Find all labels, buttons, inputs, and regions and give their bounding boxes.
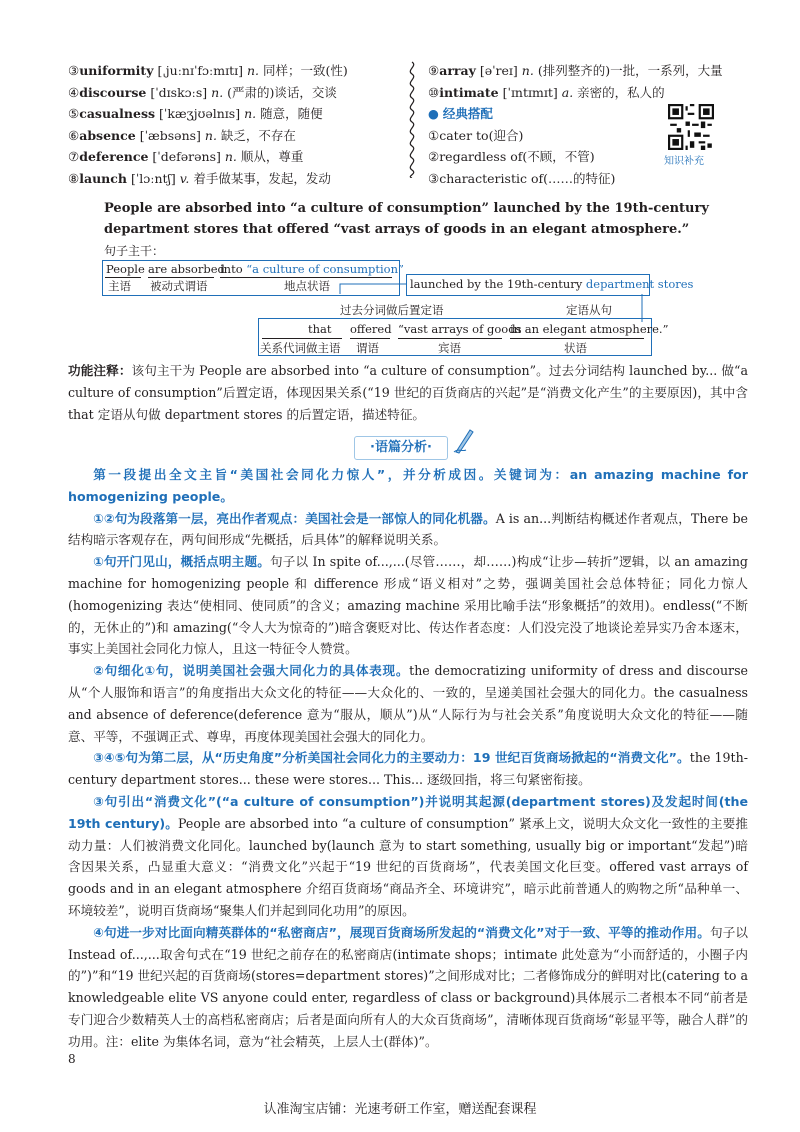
paragraph: ①②句为段落第一层，亮出作者观点：美国社会是一部惊人的同化机器。A is an...判断结构概述作者观点，There be 结构暗示客观存在，两句间形成“先概括，后具体”的解释说明关系。: [68, 510, 748, 548]
vocab-item: ⑨array [əˈreɪ] n. (排列整齐的)一批，一系列，大量: [428, 63, 723, 78]
qr-code-icon[interactable]: [668, 104, 714, 150]
role-predicate: 被动式谓语: [150, 279, 208, 293]
word-into: into “a culture of consumption”: [220, 262, 404, 276]
paragraph: ④句进一步对比面向精英群体的“私密商店”，展现百货商场所发起的“消费文化”对于一致、平等的推动作用。句子以 Instead of...,...取舍句式在“19 世纪之前存在的私密商店(intimate shops；intimate 此处意为“小而舒适的，小圈子内的”)”和“19 世纪兴起的百货商场(stores=department stores)”之间形成对比；二者修饰成分的鲜明对比(catering to a knowledgeable elite VS anyone could enter, regardless of class or background)具体展示二者根本不同“前者是专门迎合少数精英人士的高档私密商店；后者是面向所有人的大众百货商场”，清晰体现百货商场“彰显平等，融合人群”的功用。注：elite 为集体名词，意为“社会精英，上层人士(群体)”。: [68, 924, 749, 1049]
function-note: 功能注释：该句主干为 People are absorbed into “a culture of consumption”。过去分词结构 launched by... 做“a culture of consumption”后置定语，体现因果关系(“19 世纪的百货商店的兴起”是“消费文化产生”的主要原因)，其中含 that 定语从句做 department stores 的后置定语，描述特征。: [68, 363, 748, 422]
spiral-binding-divider: [404, 60, 420, 178]
underline: [350, 338, 390, 339]
diagram-label: 句子主干：: [104, 244, 165, 258]
section-header: ·语篇分析·: [354, 436, 448, 460]
paragraph: ③④⑤句为第二层，从“历史角度”分析美国社会同化力的主要动力：19 世纪百货商场掀起的“消费文化”。the 19th-century department stores... these were stores... This... 逐级回指，将三句紧密衔接。: [68, 750, 748, 788]
role-adverbial2: 状语: [564, 341, 587, 355]
collocation-item: ①cater to(迎合): [428, 127, 524, 143]
sentence-diagram: [102, 258, 694, 368]
underline: [398, 338, 502, 339]
vocab-item: ④discourse [ˈdɪskɔːs] n. (严肃的)谈话，交谈: [68, 84, 337, 100]
vocab-item: ⑦deference [ˈdefərəns] n. 顺从，尊重: [68, 149, 304, 164]
collocations-title: ● 经典搭配: [428, 106, 493, 121]
role-rel-pron: 关系代词做主语: [260, 341, 341, 355]
bullet-icon: ●: [428, 106, 439, 121]
collocation-item: ③characteristic of(……的特征): [428, 170, 616, 186]
word-elegant: in an elegant atmosphere.”: [510, 322, 669, 336]
role-predicate2: 谓语: [356, 341, 379, 355]
word-people: People: [106, 262, 145, 276]
role-adverbial: 地点状语: [284, 279, 330, 293]
role-attr-clause: 定语从句: [566, 303, 612, 317]
role-object: 宾语: [438, 341, 461, 355]
main-sentence: People are absorbed into “a culture of consumption” launched by the 19th-century department stores that offered “vast arrays of goods in an elegant atmosphere.”: [104, 201, 709, 237]
qr-label: 知识补充: [664, 156, 704, 167]
vocab-item: ⑤casualness [ˈkæʒjʊəlnɪs] n. 随意，随便: [68, 106, 323, 121]
word-that: that: [308, 322, 332, 336]
word-vast: “vast arrays of goods: [398, 322, 522, 336]
underline: [510, 338, 644, 339]
vocab-item: ⑩intimate [ˈɪntɪmɪt] a. 亲密的，私人的: [428, 84, 665, 100]
paragraph: 第一段提出全文主旨“美国社会同化力惊人”，并分析成因。关键词为：an amazing machine for homogenizing people。: [68, 467, 748, 504]
paragraph: ③句引出“消费文化”(“a culture of consumption”)并说明其起源(department stores)及发起时间(the 19th century)。People are absorbed into “a culture of consumption” 紧承上文，说明大众文化一致性的主要推动力量：人们被消费文化同化。launched by(launch 意为 to start something, usually big or important“发起”)暗含因果关系，凸显重大意义：“消费文化”兴起于“19 世纪的百货商场”，代表美国文化巨变。offered vast arrays of goods and in an elegant atmosphere 介绍百货商场“商品齐全、环境讲究”，暗示此前普通人的购物之所“品种单一、环境较差”，说明百货商场“聚集人们并起到同化功用”的原因。: [68, 793, 748, 918]
vocab-item: ③uniformity [ˌjuːnɪˈfɔːmɪtɪ] n. 同样；一致(性): [68, 63, 348, 78]
word-launched: launched by the 19th-century department stores: [410, 277, 694, 291]
collocation-item: ②regardless of(不顾，不管): [428, 149, 595, 164]
pen-icon: [452, 426, 476, 454]
role-past-participle: 过去分词做后置定语: [340, 303, 444, 317]
underline: [262, 338, 342, 339]
vocab-item: ⑧launch [ˈlɔːntʃ] v. 着手做某事，发起，发动: [68, 170, 331, 186]
analysis-body: [68, 464, 748, 1053]
paragraph: ①句开门见山，概括点明主题。句子以 In spite of...,...(尽管……，却……)构成“让步—转折”逻辑，以 an amazing machine for homogenizing people 和 difference 形成“语义相对”之势，强调美国社会总体特征；同化力惊人(homogenizing 表达“使相同、使同质”的含义；amazing machine 采用比喻手法“形象概括”的效用)。endless(“不断的，无休止的”)和 amazing(“令人大为惊奇的”)暗含褒贬对比、传达作者态度：人们没完没了地谈论差异实乃舍本逐末，事实上美国社会同化力惊人，且这一特征令人赞赏。: [68, 554, 748, 657]
role-subject: 主语: [108, 279, 131, 293]
word-absorbed: are absorbed: [148, 262, 225, 276]
word-offered: offered: [350, 322, 392, 336]
vocab-item: ⑥absence [ˈæbsəns] n. 缺乏，不存在: [68, 127, 296, 143]
paragraph: ②句细化①句，说明美国社会强大同化力的具体表现。the democratizing uniformity of dress and discourse 从“个人服饰和语言”的角度指出大众文化的特征——大众化的、一致的，呈递美国社会强大的同化力。the casualness and absence of deference(deference 意为“服从，顺从”)从“人际行为与社会关系”角度说明大众文化的特征——随意、平等，不强调正式、尊卑，再度体现美国社会强大的同化力。: [68, 663, 748, 744]
footer-text: 认准淘宝店铺：光速考研工作室，赠送配套课程: [263, 1102, 537, 1117]
vocab-list-left: [68, 60, 398, 189]
page-number: 8: [68, 1052, 76, 1066]
